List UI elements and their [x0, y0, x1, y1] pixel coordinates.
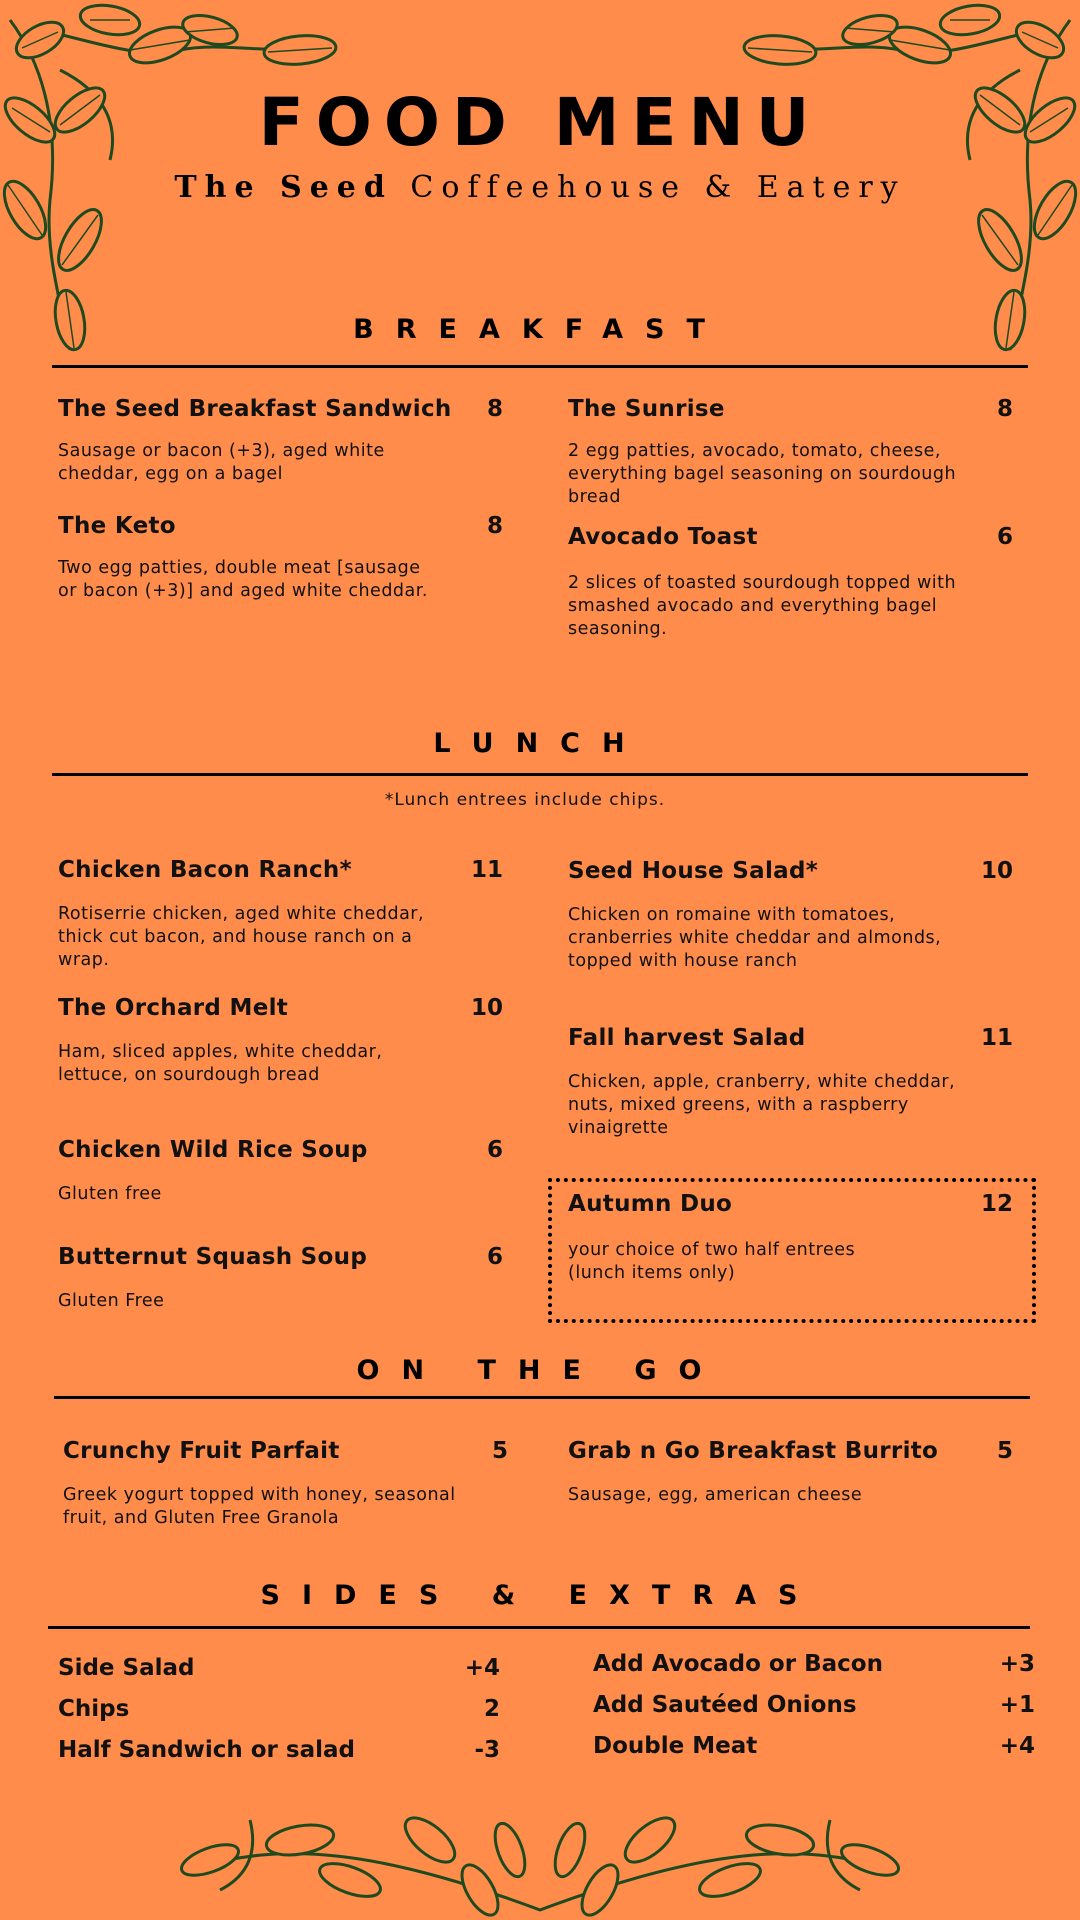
- menu-item: [58, 1137, 503, 1204]
- item-name: Chicken Bacon Ranch*: [58, 857, 352, 883]
- item-description: Sausage or bacon (+3), aged white cheddar, egg on a bagel: [58, 441, 385, 484]
- item-price: 8: [486, 513, 503, 539]
- item-price: 5: [491, 1438, 508, 1464]
- menu-item: [58, 857, 503, 970]
- menu-item: [568, 858, 1013, 971]
- side-item-price: 2: [483, 1696, 500, 1722]
- subtitle-tagline: Coffeehouse & Eatery: [392, 170, 906, 205]
- section-title-breakfast: BREAKFAST: [353, 314, 727, 345]
- page-subtitle: [0, 170, 1080, 205]
- menu-item: [58, 396, 503, 491]
- item-name: Grab n Go Breakfast Burrito: [568, 1438, 939, 1464]
- item-name: The Keto: [58, 513, 176, 539]
- item-name: Autumn Duo: [568, 1191, 733, 1217]
- subtitle-brand: The Seed: [174, 170, 393, 205]
- item-price: 5: [996, 1438, 1013, 1464]
- side-item-price: +4: [464, 1655, 500, 1681]
- side-item-price: +3: [999, 1651, 1035, 1677]
- lunch-note: *Lunch entrees include chips.: [384, 790, 666, 810]
- menu-item: [568, 524, 1013, 644]
- side-item-name: Add Sautéed Onions: [593, 1692, 857, 1718]
- item-price: 12: [980, 1191, 1013, 1217]
- item-description: Rotiserrie chicken, aged white cheddar, thick cut bacon, and house ranch on a wrap.: [58, 904, 425, 970]
- item-name: Butternut Squash Soup: [58, 1244, 368, 1270]
- item-description: Ham, sliced apples, white cheddar, lettuce, on sourdough bread: [58, 1042, 383, 1085]
- item-description: Chicken on romaine with tomatoes, cranberries white cheddar and almonds, topped with house ranch: [568, 905, 942, 971]
- item-description: Sausage, egg, american cheese: [568, 1485, 863, 1505]
- section-divider: [52, 773, 1028, 776]
- page-title: FOOD MENU: [258, 84, 822, 161]
- menu-item: [63, 1438, 508, 1528]
- item-price: 11: [470, 857, 503, 883]
- item-name: The Sunrise: [568, 396, 725, 422]
- item-name: Seed House Salad*: [568, 858, 819, 884]
- item-name: The Seed Breakfast Sandwich: [58, 396, 452, 422]
- side-item-price: -3: [474, 1737, 500, 1763]
- menu-item: [568, 1191, 1013, 1291]
- menu-item: [58, 513, 503, 623]
- item-name: Avocado Toast: [568, 524, 758, 550]
- section-title-sides-extras: SIDES & EXTRAS: [260, 1580, 820, 1611]
- menu-item: [568, 1025, 1013, 1138]
- item-name: Crunchy Fruit Parfait: [63, 1438, 340, 1464]
- menu-item: [58, 995, 503, 1095]
- side-item-price: +1: [999, 1692, 1035, 1718]
- item-description: 2 egg patties, avocado, tomato, cheese, everything bagel seasoning on sourdough bread: [568, 441, 957, 507]
- item-description: 2 slices of toasted sourdough topped with smashed avocado and everything bagel seasoning.: [568, 573, 957, 639]
- item-price: 6: [996, 524, 1013, 550]
- item-price: 6: [486, 1244, 503, 1270]
- item-price: 10: [470, 995, 503, 1021]
- side-item-name: Half Sandwich or salad: [58, 1737, 355, 1763]
- item-price: 6: [486, 1137, 503, 1163]
- item-price: 11: [980, 1025, 1013, 1051]
- item-price: 8: [996, 396, 1013, 422]
- section-divider: [54, 1396, 1030, 1399]
- section-divider: [52, 365, 1028, 368]
- menu-item: [568, 1438, 1013, 1508]
- side-item-name: Side Salad: [58, 1655, 195, 1681]
- side-item-name: Double Meat: [593, 1733, 758, 1759]
- item-description: Chicken, apple, cranberry, white cheddar, nuts, mixed greens, with a raspberry vinaigrette: [568, 1072, 956, 1138]
- side-item-price: +4: [999, 1733, 1035, 1759]
- menu-item: [58, 1244, 503, 1311]
- section-divider: [48, 1626, 1030, 1629]
- side-item-name: Chips: [58, 1696, 130, 1722]
- item-name: The Orchard Melt: [58, 995, 289, 1021]
- item-description: your choice of two half entrees (lunch items only): [568, 1240, 856, 1283]
- item-description: Gluten free: [58, 1184, 162, 1204]
- side-item-name: Add Avocado or Bacon: [593, 1651, 883, 1677]
- item-description: Gluten Free: [58, 1291, 165, 1311]
- section-title-on-the-go: ON THE GO: [356, 1355, 724, 1386]
- item-price: 10: [980, 858, 1013, 884]
- item-price: 8: [486, 396, 503, 422]
- item-name: Fall harvest Salad: [568, 1025, 806, 1051]
- item-description: Greek yogurt topped with honey, seasonal fruit, and Gluten Free Granola: [63, 1485, 456, 1528]
- section-title-lunch: LUNCH: [433, 728, 647, 759]
- item-name: Chicken Wild Rice Soup: [58, 1137, 368, 1163]
- item-description: Two egg patties, double meat [sausage or bacon (+3)] and aged white cheddar.: [58, 558, 428, 601]
- menu-item: [568, 396, 1013, 506]
- leaf-vine-bottom-icon: [180, 1800, 900, 1920]
